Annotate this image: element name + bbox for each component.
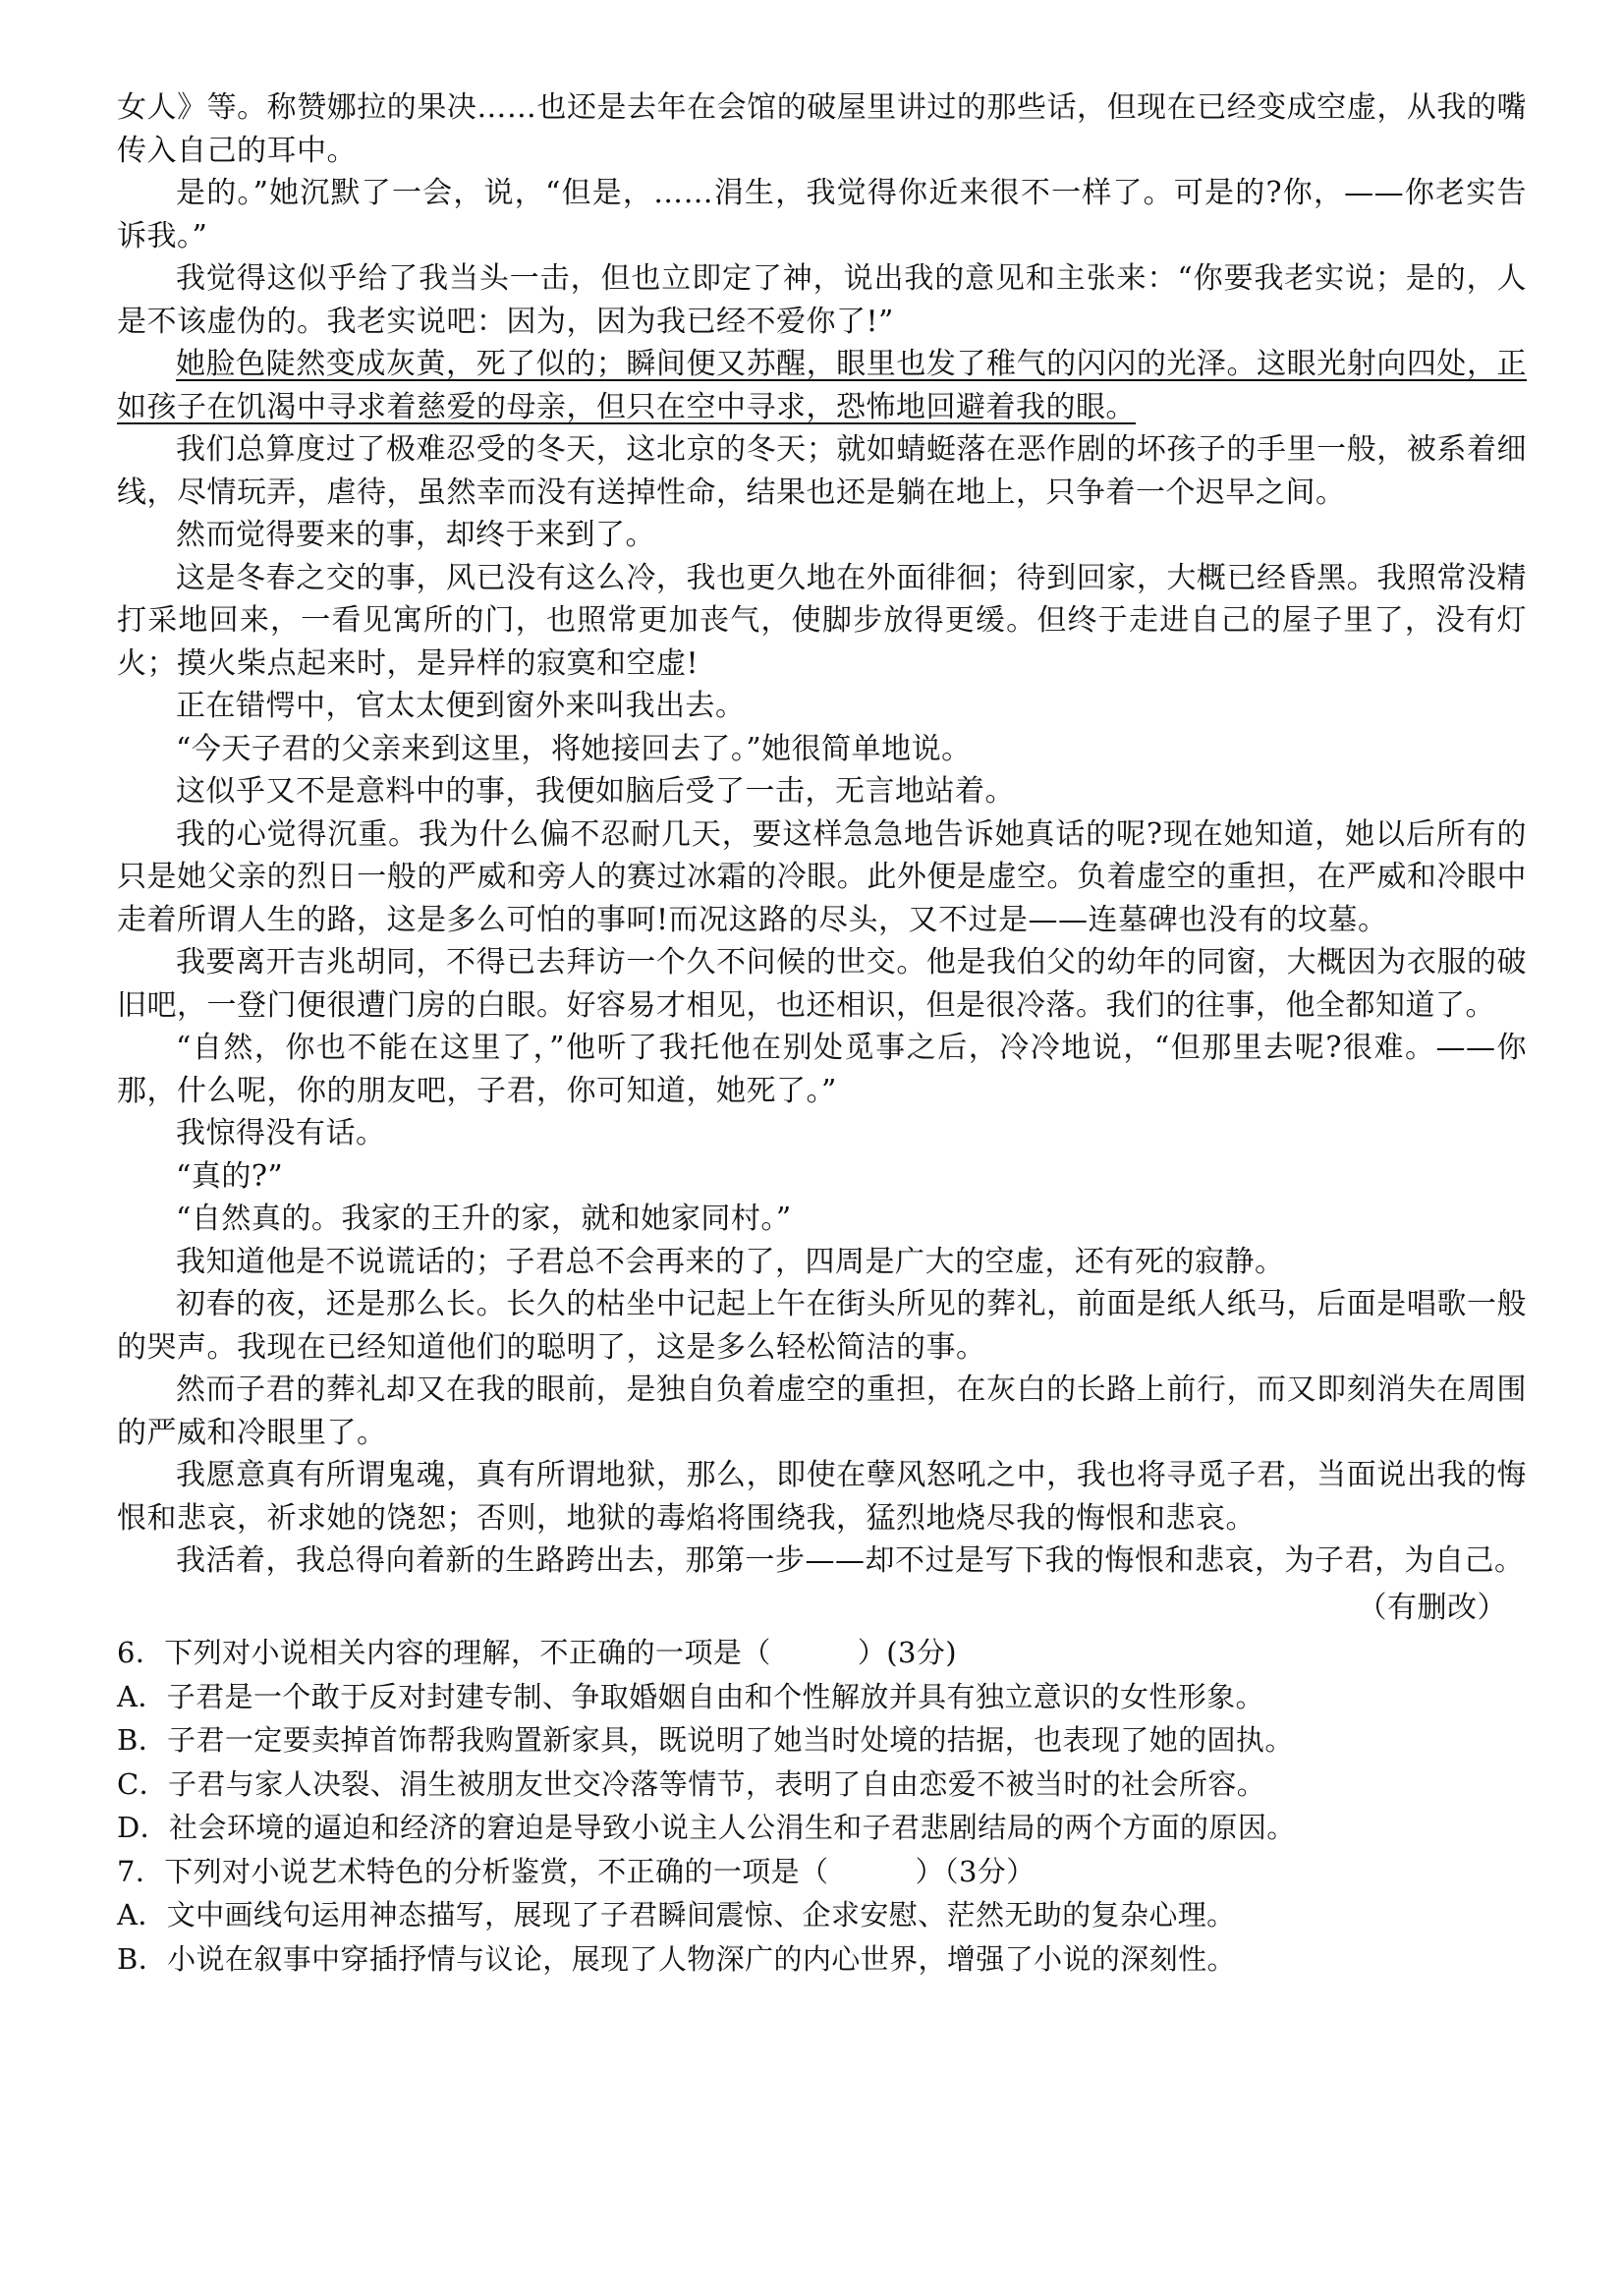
paragraph: 我愿意真有所谓鬼魂，真有所谓地狱，那么，即使在孽风怒吼之中，我也将寻觅子君，当面说出我的悔恨和悲哀，祈求她的饶恕；否则，地狱的毒焰将围绕我，猛烈地烧尽我的悔恨和悲哀。	[117, 1458, 1527, 1536]
paragraph: 我活着，我总得向着新的生路跨出去，那第一步——却不过是写下我的悔恨和悲哀，为子君，为自己。	[176, 1543, 1525, 1578]
paragraph: “自然真的。我家的王升的家，就和她家同村。”	[176, 1202, 792, 1236]
passage	[117, 86, 1527, 1629]
answer-option: B．小说在叙事中穿插抒情与议论，展现了人物深广的内心世界，增强了小说的深刻性。	[117, 1941, 1236, 1976]
answer-option: C．子君与家人决裂、涓生被朋友世交冷落等情节，表明了自由恋爱不被当时的社会所容。	[117, 1766, 1266, 1801]
paragraph: “真的?”	[176, 1158, 284, 1194]
underlined-sentence: 她脸色陡然变成灰黄，死了似的；瞬间便又苏醒，眼里也发了稚气的闪闪的光泽。这眼光射向四处，正如孩子在饥渴中寻求着慈爱的母亲，但只在空中寻求，恐怖地回避着我的眼。	[117, 347, 1527, 424]
question-stem: 6．下列对小说相关内容的理解，不正确的一项是（ ）(3分)	[117, 1636, 957, 1669]
paragraph: 我知道他是不说谎话的；子君总不会再来的了，四周是广大的空虚，还有死的寂静。	[176, 1244, 1285, 1279]
paragraph: 然而子君的葬礼却又在我的眼前，是独自负着虚空的重担，在灰白的长路上前行，而又即刻消失在周围的严威和冷眼里了。	[117, 1372, 1527, 1450]
answer-option: A．文中画线句运用神态描写，展现了子君瞬间震惊、企求安慰、茫然无助的复杂心理。	[117, 1898, 1236, 1932]
answer-option: A．子君是一个敢于反对封建专制、争取婚姻自由和个性解放并具有独立意识的女性形象。	[117, 1679, 1264, 1713]
questions	[117, 1631, 1527, 1981]
paragraph: 这是冬春之交的事，风已没有这么冷，我也更久地在外面徘徊；待到回家，大概已经昏黑。我照常没精打采地回来，一看见寓所的门，也照常更加丧气，使脚步放得更缓。但终于走进自己的屋子里了，没有灯火；摸火柴点起来时，是异样的寂寞和空虚!	[117, 560, 1527, 681]
paragraph: 女人》等。称赞娜拉的果决……也还是去年在会馆的破屋里讲过的那些话，但现在已经变成空虚，从我的嘴传入自己的耳中。	[117, 90, 1527, 168]
paragraph: 正在错愕中，官太太便到窗外来叫我出去。	[176, 689, 746, 723]
paragraph: 我惊得没有话。	[176, 1116, 386, 1150]
paragraph: 是的。”她沉默了一会，说，“但是，……涓生，我觉得你近来很不一样了。可是的?你，——你老实告诉我。”	[117, 176, 1527, 253]
answer-option: D．社会环境的逼迫和经济的窘迫是导致小说主人公涓生和子君悲剧结局的两个方面的原因。	[117, 1811, 1296, 1844]
paragraph: 我觉得这似乎给了我当头一击，但也立即定了神，说出我的意见和主张来：“你要我老实说；是的，人是不该虚伪的。我老实说吧：因为，因为我已经不爱你了!”	[117, 261, 1527, 339]
paragraph: 然而觉得要来的事，却终于来到了。	[176, 518, 655, 552]
answer-option: B．子君一定要卖掉首饰帮我购置新家具，既说明了她当时处境的拮据，也表现了她的固执。	[117, 1723, 1294, 1757]
question-stem: 7．下列对小说艺术特色的分析鉴赏，不正确的一项是（ ）（3分）	[117, 1854, 1035, 1888]
source-note: （有删改）	[1357, 1590, 1507, 1625]
paragraph: “今天子君的父亲来到这里，将她接回去了。”她很简单地说。	[176, 731, 972, 766]
paragraph: 初春的夜，还是那么长。长久的枯坐中记起上午在街头所见的葬礼，前面是纸人纸马，后面是唱歌一般的哭声。我现在已经知道他们的聪明了，这是多么轻松简洁的事。	[117, 1287, 1527, 1365]
paragraph: 我要离开吉兆胡同，不得已去拜访一个久不问候的世交。他是我伯父的幼年的同窗，大概因为衣服的破旧吧，一登门便很遭门房的白眼。好容易才相见，也还相识，但是很冷落。我们的往事，他全都知道了。	[117, 945, 1527, 1023]
paragraph: 我的心觉得沉重。我为什么偏不忍耐几天，要这样急急地告诉她真话的呢?现在她知道，她以后所有的只是她父亲的烈日一般的严威和旁人的赛过冰霜的冷眼。此外便是虚空。负着虚空的重担，在严威和冷眼中走着所谓人生的路，这是多么可怕的事呵!而况这路的尽头，又不过是——连墓碑也没有的坟墓。	[117, 816, 1527, 937]
underlined-paragraph	[117, 343, 1527, 428]
paragraph: 这似乎又不是意料中的事，我便如脑后受了一击，无言地站着。	[176, 774, 1015, 809]
paragraph: “自然，你也不能在这里了，”他听了我托他在别处觅事之后，冷冷地说，“但那里去呢?很难。——你那，什么呢，你的朋友吧，子君，你可知道，她死了。”	[117, 1031, 1527, 1108]
paragraph: 我们总算度过了极难忍受的冬天，这北京的冬天；就如蜻蜓落在恶作剧的坏孩子的手里一般，被系着细线，尽情玩弄，虐待，虽然幸而没有送掉性命，结果也还是躺在地上，只争着一个迟早之间。	[117, 432, 1527, 510]
